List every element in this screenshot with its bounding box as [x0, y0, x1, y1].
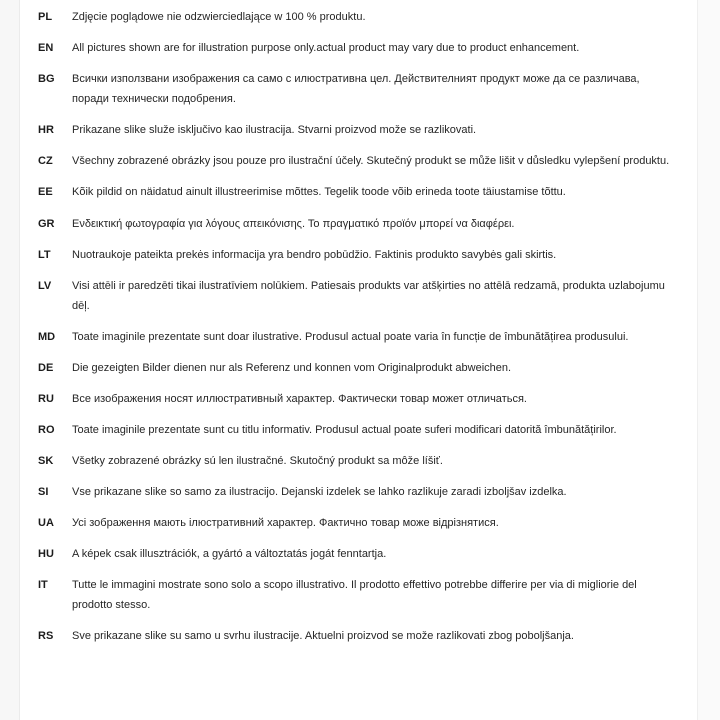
disclaimer-text-gr: Ενδεικτική φωτογραφία για λόγους απεικόνισης. Το πραγματικό προϊόν μπορεί να διαφέρει. [72, 218, 515, 230]
disclaimer-text-bg: Всички използвани изображения са само с илюстративна цел. Действителният продукт може да се различава, поради технически подобрения. [72, 73, 640, 105]
disclaimer-row-hu [38, 544, 694, 564]
disclaimer-text-sk: Všetky zobrazené obrázky sú len ilustračné. Skutočný produkt sa môže líšiť. [72, 455, 443, 467]
disclaimer-text-hr: Prikazane slike služe isključivo kao ilustracija. Stvarni proizvod može se razlikovati. [72, 124, 477, 136]
language-code-de: DE [38, 362, 54, 374]
language-code-sk: SK [38, 455, 54, 467]
language-code-rs: RS [38, 630, 54, 642]
disclaimer-text-hu: A képek csak illusztrációk, a gyártó a változtatás jogát fenntartja. [72, 548, 387, 560]
disclaimer-text-lt: Nuotraukoje pateikta prekės informacija yra bendro pobūdžio. Faktinis produkto savybės gali skirtis. [72, 249, 557, 261]
disclaimer-row-bg [38, 69, 694, 109]
language-code-hr: HR [38, 124, 54, 136]
language-code-ro: RO [38, 424, 55, 436]
language-code-cz: CZ [38, 155, 53, 167]
disclaimer-row-ru [38, 389, 694, 409]
disclaimer-text-pl: Zdjęcie poglądowe nie odzwierciedlające w 100 % produktu. [72, 11, 366, 23]
disclaimer-row-lt [38, 245, 694, 265]
disclaimer-row-de [38, 358, 694, 378]
language-code-ee: EE [38, 186, 53, 198]
disclaimer-text-md: Toate imaginile prezentate sunt doar ilustrative. Produsul actual poate varia în funcție de îmbunătățirea produsului. [72, 331, 629, 343]
language-code-bg: BG [38, 73, 55, 85]
disclaimer-text-ru: Все изображения носят иллюстративный характер. Фактически товар может отличаться. [72, 393, 527, 405]
disclaimer-text-de: Die gezeigten Bilder dienen nur als Referenz und konnen vom Originalprodukt abweichen. [72, 362, 512, 374]
language-code-it: IT [38, 579, 48, 591]
language-code-ua: UA [38, 517, 54, 529]
language-code-gr: GR [38, 218, 55, 230]
disclaimer-text-cz: Všechny zobrazené obrázky jsou pouze pro ilustrační účely. Skutečný produkt se může lišit v důsledku vylepšení produktu. [72, 155, 670, 167]
disclaimer-row-en [38, 38, 694, 58]
disclaimer-row-hr [38, 120, 694, 140]
language-code-si: SI [38, 486, 49, 498]
disclaimer-text-lv: Visi attēli ir paredzēti tikai ilustratīviem nolūkiem. Patiesais produkts var atšķirties no attēlā redzamā, produkta uzlabojumu dēļ. [72, 280, 665, 312]
disclaimer-row-ua [38, 513, 694, 533]
disclaimer-text-rs: Sve prikazane slike su samo u svrhu ilustracije. Aktuelni proizvod se može razlikovati zbog poboljšanja. [72, 630, 574, 642]
language-code-ru: RU [38, 393, 54, 405]
language-code-pl: PL [38, 11, 53, 23]
disclaimer-row-ee [38, 182, 694, 202]
language-code-en: EN [38, 42, 54, 54]
disclaimer-row-cz [38, 151, 694, 171]
disclaimer-text-it: Tutte le immagini mostrate sono solo a scopo illustrativo. Il prodotto effettivo potrebbe differire per via di migliorie del prodotto stesso. [72, 579, 637, 611]
disclaimer-row-lv [38, 276, 694, 316]
disclaimer-row-sk [38, 451, 694, 471]
disclaimer-row-gr [38, 214, 694, 234]
language-code-md: MD [38, 331, 56, 343]
disclaimer-text-ee: Kõik pildid on näidatud ainult illustreerimise mõttes. Tegelik toode võib erineda toote täiustamise tõttu. [72, 186, 566, 198]
disclaimer-text-en: All pictures shown are for illustration purpose only.actual product may vary due to product enhancement. [72, 42, 580, 54]
disclaimer-text-si: Vse prikazane slike so samo za ilustracijo. Dejanski izdelek se lahko razlikuje zaradi izboljšav izdelka. [72, 486, 567, 498]
disclaimer-row-si [38, 482, 694, 502]
language-code-lv: LV [38, 280, 52, 292]
disclaimer-row-pl [38, 7, 694, 27]
disclaimer-text-ro: Toate imaginile prezentate sunt cu titlu informativ. Produsul actual poate suferi modificari datorită îmbunătățirilor. [72, 424, 617, 436]
disclaimer-row-it [38, 575, 694, 615]
language-code-hu: HU [38, 548, 54, 560]
disclaimer-row-rs [38, 626, 694, 646]
disclaimer-row-md [38, 327, 694, 347]
language-code-lt: LT [38, 249, 51, 261]
disclaimer-row-ro [38, 420, 694, 440]
disclaimer-text-ua: Усі зображення мають ілюстративний характер. Фактично товар може відрізнятися. [72, 517, 499, 529]
